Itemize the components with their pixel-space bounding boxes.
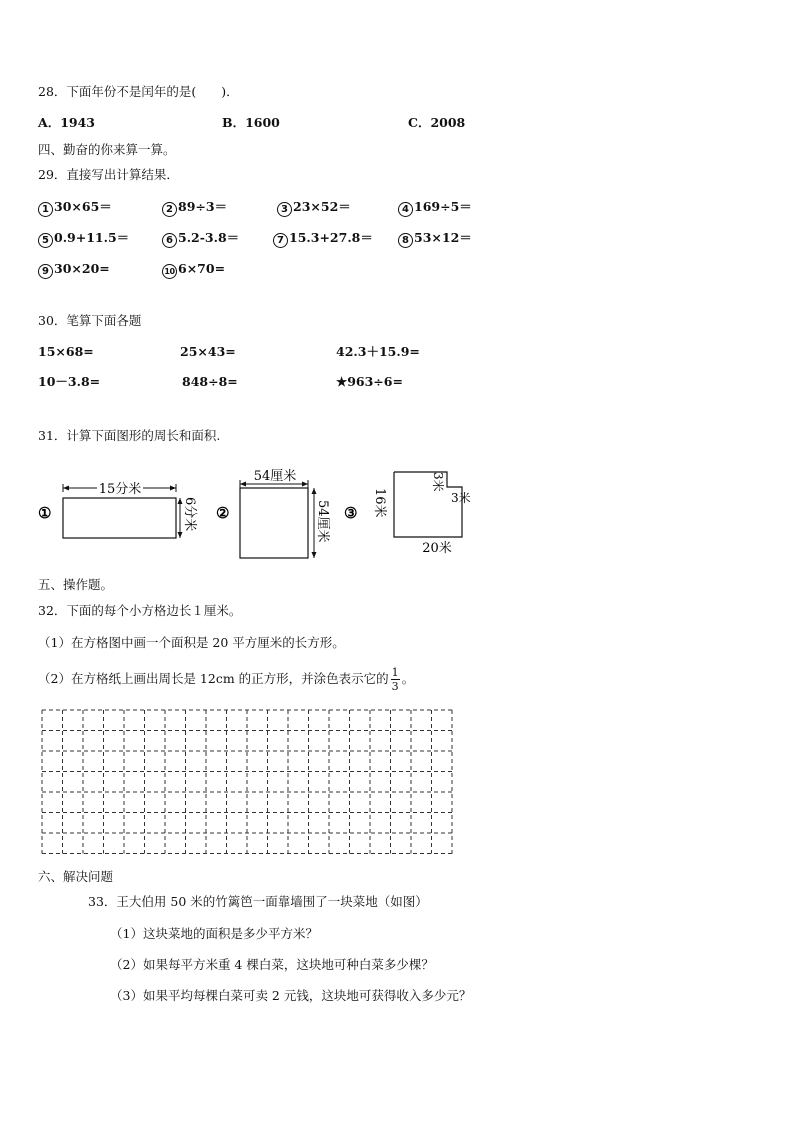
q32-stem: 32．下面的每个小方格边长１厘米。 (38, 603, 242, 618)
q32-sub1: （1）在方格图中画一个面积是 20 平方厘米的长方形。 (38, 635, 345, 650)
q28-option-c: C．2008 (408, 115, 466, 130)
q30-item: ★963÷6= (336, 374, 403, 389)
figure-marker: ③ (344, 504, 358, 522)
figure-1-rectangle (38, 480, 198, 538)
expression: 6×70= (178, 261, 226, 276)
expression: 0.9+11.5＝ (54, 230, 130, 245)
expression: 23×52＝ (293, 199, 351, 214)
q29-item-9 (38, 261, 110, 279)
circled-number: 5 (38, 233, 53, 248)
figure-marker: ② (216, 504, 230, 522)
q33-sub3: （3）如果平均每棵白菜可卖 2 元钱，这块地可获得收入多少元？ (110, 988, 472, 1003)
q29-item-1 (38, 199, 112, 217)
q30-item: 10－3.8= (38, 374, 101, 389)
expression: 30×65＝ (54, 199, 112, 214)
q30-item: 42.3＋15.9= (336, 344, 420, 359)
circled-number: 4 (398, 202, 413, 217)
q29-item-5 (38, 230, 129, 248)
q29-stem: 29．直接写出计算结果． (38, 167, 179, 182)
circled-number: 1 (38, 202, 53, 217)
sub2-end: 。 (401, 671, 415, 686)
figure-3-left-label: 16米 (372, 488, 387, 518)
figure-3-notched-rectangle (344, 472, 471, 556)
q28-option-a: A．1943 (38, 115, 95, 130)
circled-number: 10 (162, 264, 177, 279)
q30-item: 25×43= (180, 344, 236, 359)
circled-number: 3 (277, 202, 292, 217)
expression: 5.2-3.8＝ (178, 230, 240, 245)
figure-1-right-label: 6分米 (182, 497, 197, 532)
expression: 169÷5＝ (414, 199, 472, 214)
q28-stem: 28．下面年份不是闰年的是( )． (38, 84, 239, 99)
q33-sub2: （2）如果每平方米重 4 棵白菜，这块地可种白菜多少棵？ (110, 957, 434, 972)
figure-3-notch-horizontal-label: 3米 (451, 491, 471, 505)
expression: 53×12＝ (414, 230, 472, 245)
circled-number: 6 (162, 233, 177, 248)
q30-item: 15×68= (38, 344, 94, 359)
q29-item-7 (273, 230, 373, 248)
expression: 89÷3＝ (178, 199, 228, 214)
fraction-numerator: 1 (391, 666, 399, 679)
q29-item-10 (162, 261, 225, 279)
circled-number: 8 (398, 233, 413, 248)
q29-item-3 (277, 199, 351, 217)
q29-item-8 (398, 230, 472, 248)
figure-2-top-label: 54厘米 (253, 469, 297, 484)
figure-1-top-label: 15分米 (98, 482, 142, 497)
q30-item: 848÷8= (182, 374, 238, 389)
fraction-one-third (391, 666, 400, 693)
q31-figures (0, 460, 520, 565)
expression: 30×20= (54, 261, 110, 276)
q28-option-b: B．1600 (222, 115, 280, 130)
circled-number: 7 (273, 233, 288, 248)
fraction-denominator: 3 (391, 680, 399, 693)
section-4-heading: 四、勤奋的你来算一算。 (38, 142, 176, 157)
q29-item-6 (162, 230, 239, 248)
circled-number: 2 (162, 202, 177, 217)
q31-stem: 31．计算下面图形的周长和面积. (38, 428, 221, 443)
expression: 15.3+27.8＝ (289, 230, 373, 245)
figure-2-square (216, 467, 331, 558)
figure-3-bottom-label: 20米 (422, 541, 452, 556)
figure-marker: ① (38, 504, 52, 522)
figure-3-notch-vertical-label: 3米 (431, 472, 445, 492)
q29-item-4 (398, 199, 472, 217)
section-5-heading: 五、操作题。 (38, 577, 114, 592)
square-grid[interactable] (40, 708, 456, 858)
q32-sub2 (38, 664, 414, 694)
q29-item-2 (162, 199, 227, 217)
section-6-heading: 六、解决问题 (38, 869, 114, 884)
figure-2-right-label: 54厘米 (315, 500, 330, 543)
q33-sub1: （1）这块菜地的面积是多少平方米？ (110, 926, 318, 941)
sub2-text: （2）在方格纸上画出周长是 12cm 的正方形，并涂色表示它的 (38, 671, 389, 686)
circled-number: 9 (38, 264, 53, 279)
q33-stem: 33．王大伯用 50 米的竹篱笆一面靠墙围了一块菜地（如图） (88, 894, 428, 909)
q30-stem: 30．笔算下面各题 (38, 313, 142, 328)
